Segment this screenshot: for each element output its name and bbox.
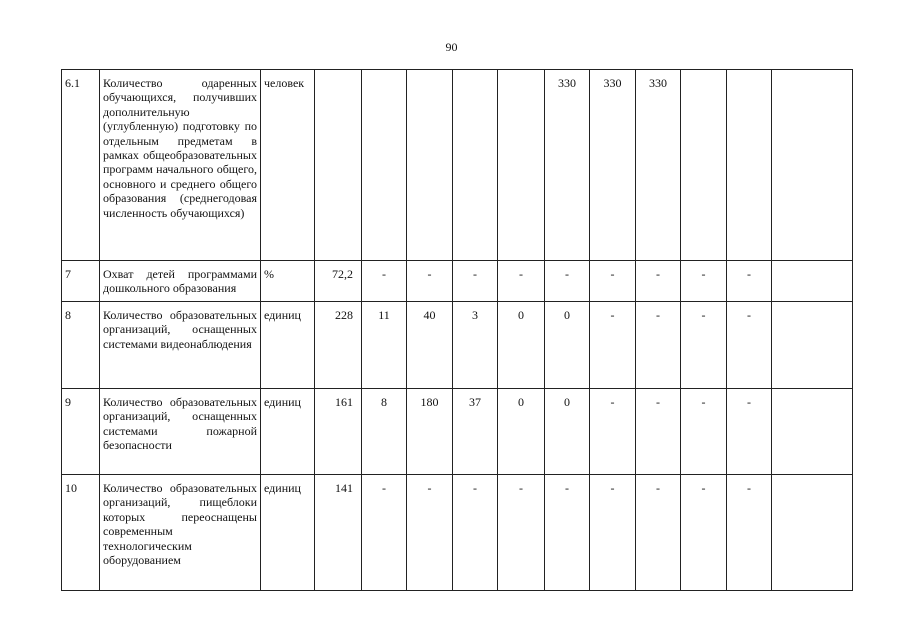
value-cell: 37	[453, 389, 498, 475]
value-cell	[362, 70, 407, 261]
value-cell: 330	[545, 70, 590, 261]
value-cell: 330	[590, 70, 636, 261]
unit-of-measure: единиц	[261, 389, 315, 475]
value-cell: 141	[315, 475, 362, 591]
value-cell: -	[545, 475, 590, 591]
value-cell: -	[453, 261, 498, 302]
value-cell: 161	[315, 389, 362, 475]
value-cell: -	[727, 389, 772, 475]
unit-of-measure: единиц	[261, 302, 315, 389]
value-cell: 180	[407, 389, 453, 475]
value-cell	[772, 475, 853, 591]
page-number: 90	[445, 40, 458, 54]
indicator-description: Количество образовательных организаций, оснащенных системами пожарной безопасности	[100, 389, 261, 475]
unit-of-measure: единиц	[261, 475, 315, 591]
indicators-table	[61, 69, 853, 591]
value-cell	[727, 70, 772, 261]
table-body	[62, 70, 853, 591]
value-cell: -	[362, 475, 407, 591]
indicator-description: Количество образовательных организаций, пищеблоки которых переоснащены современным технологическим оборудованием	[100, 475, 261, 591]
value-cell: -	[681, 475, 727, 591]
value-cell: -	[498, 475, 545, 591]
value-cell: 3	[453, 302, 498, 389]
value-cell: -	[636, 261, 681, 302]
value-cell: -	[636, 475, 681, 591]
row-number: 6.1	[62, 70, 100, 261]
value-cell: 228	[315, 302, 362, 389]
value-cell	[772, 302, 853, 389]
value-cell	[681, 70, 727, 261]
row-number: 8	[62, 302, 100, 389]
value-cell	[772, 389, 853, 475]
value-cell: -	[590, 475, 636, 591]
value-cell: 40	[407, 302, 453, 389]
value-cell: -	[681, 261, 727, 302]
value-cell: 8	[362, 389, 407, 475]
value-cell: -	[407, 261, 453, 302]
value-cell: -	[590, 302, 636, 389]
table-row	[62, 475, 853, 591]
value-cell: 0	[498, 302, 545, 389]
indicator-description: Количество одаренных обучающихся, получивших дополнительную (углубленную) подготовку по отдельным предметам в рамках общеобразовательных программ начального общего, основного и среднего общего образования (среднегодовая численность обучающихся)	[100, 70, 261, 261]
table-row	[62, 389, 853, 475]
value-cell: -	[453, 475, 498, 591]
value-cell: -	[545, 261, 590, 302]
unit-of-measure: человек	[261, 70, 315, 261]
row-number: 7	[62, 261, 100, 302]
value-cell: -	[636, 389, 681, 475]
value-cell	[453, 70, 498, 261]
value-cell: -	[590, 389, 636, 475]
value-cell: -	[681, 389, 727, 475]
value-cell: -	[407, 475, 453, 591]
value-cell	[772, 261, 853, 302]
value-cell: -	[727, 261, 772, 302]
indicator-description: Количество образовательных организаций, оснащенных системами видеонаблюдения	[100, 302, 261, 389]
value-cell: -	[636, 302, 681, 389]
value-cell: -	[681, 302, 727, 389]
unit-of-measure: %	[261, 261, 315, 302]
value-cell: 0	[498, 389, 545, 475]
value-cell: 330	[636, 70, 681, 261]
row-number: 10	[62, 475, 100, 591]
value-cell	[772, 70, 853, 261]
row-number: 9	[62, 389, 100, 475]
value-cell: -	[727, 302, 772, 389]
table-row	[62, 70, 853, 261]
table-row	[62, 261, 853, 302]
value-cell: -	[727, 475, 772, 591]
value-cell: -	[498, 261, 545, 302]
value-cell: 72,2	[315, 261, 362, 302]
value-cell: -	[362, 261, 407, 302]
value-cell: 11	[362, 302, 407, 389]
value-cell: 0	[545, 389, 590, 475]
indicator-description: Охват детей программами дошкольного образования	[100, 261, 261, 302]
table-row	[62, 302, 853, 389]
value-cell	[498, 70, 545, 261]
value-cell: 0	[545, 302, 590, 389]
value-cell: -	[590, 261, 636, 302]
value-cell	[407, 70, 453, 261]
value-cell	[315, 70, 362, 261]
